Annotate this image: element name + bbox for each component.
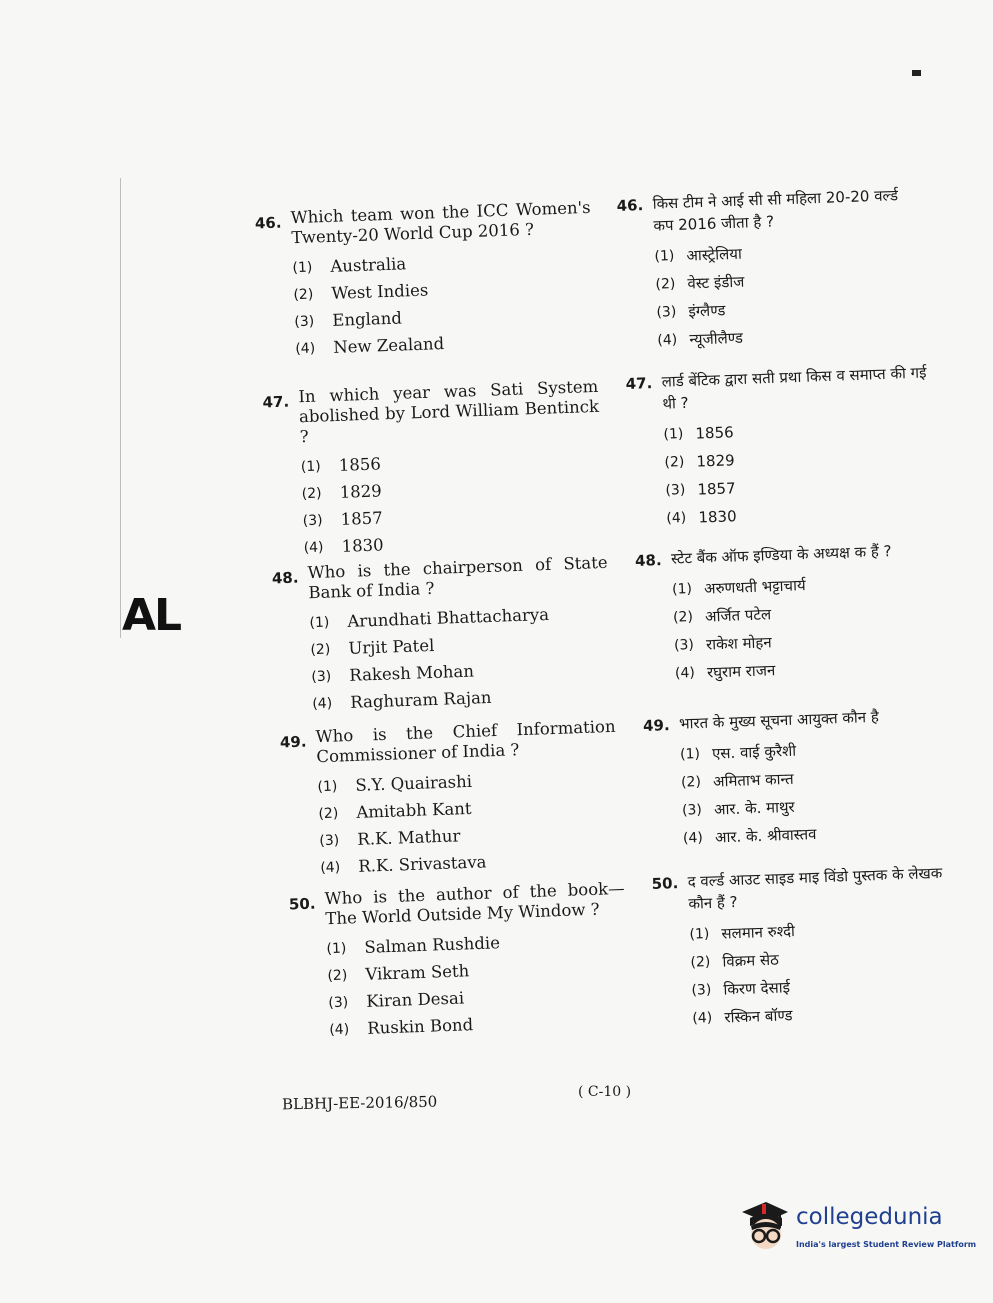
corner-mark <box>912 70 921 76</box>
question-number: 47. <box>262 392 290 412</box>
margin-rule <box>120 178 121 638</box>
question-50-en <box>288 878 629 1043</box>
option: (2) वेस्ट इंडीज <box>655 272 745 293</box>
question-text: Who is the chairperson of State Bank of India ? <box>307 552 608 603</box>
options-list <box>317 763 621 881</box>
option: (1) 1856 <box>663 423 734 443</box>
question-text: द वर्ल्ड आउट साइड माइ विंडो पुस्तक के लेखक कौन हैं ? <box>687 863 943 913</box>
question-47-en <box>262 376 604 561</box>
option: (3) 1857 <box>665 479 736 499</box>
option: (4) New Zealand <box>295 333 445 357</box>
option: (2) 1829 <box>664 451 735 471</box>
option: (1) एस. वाई कुरैशी <box>679 741 797 763</box>
brand-logo <box>736 1196 977 1266</box>
options-list <box>326 925 630 1043</box>
option: (2) अमिताभ कान्त <box>680 769 794 791</box>
option: (3) किरण देसाई <box>691 978 791 999</box>
question-text: In which year was Sati System abolished by Lord William Bentinck ? <box>298 376 600 447</box>
brand-name: collegedunia <box>796 1204 943 1230</box>
question-text: स्टेट बैंक ऑफ इण्डिया के अध्यक्ष क हैं ? <box>670 542 892 568</box>
options-list <box>309 599 613 717</box>
option: (4) न्यूजीलैण्ड <box>657 328 744 349</box>
options-list <box>689 911 963 1032</box>
option: (3) राकेश मोहन <box>673 633 772 654</box>
question-number: 48. <box>271 568 299 588</box>
option: (3) इंग्लैण्ड <box>656 301 726 321</box>
question-number: 46. <box>254 213 282 233</box>
question-text: किस टीम ने आई सी सी महिला 20-20 वर्ल्ड कप 2016 जीता है ? <box>652 186 899 235</box>
question-47-hi <box>625 361 936 532</box>
options-list <box>654 233 928 354</box>
question-number: 50. <box>651 874 679 894</box>
option: (3) England <box>294 307 403 330</box>
page-number: ( C-10 ) <box>578 1084 632 1100</box>
brand-tagline: India's largest Student Review Platform <box>796 1240 977 1249</box>
question-49-hi <box>642 703 954 852</box>
question-text: Which team won the ICC Women's Twenty-20 World Cup 2016 ? <box>290 197 591 248</box>
option: (2) Vikram Seth <box>327 960 470 984</box>
option: (2) विक्रम सेठ <box>690 950 780 971</box>
option: (3) आर. के. माथुर <box>681 797 795 819</box>
option: (4) Raghuram Rajan <box>312 687 492 712</box>
side-tag: AL <box>122 590 181 641</box>
option: (1) S.Y. Quairashi <box>317 771 473 795</box>
question-46-en <box>254 197 595 362</box>
option: (4) 1830 <box>303 534 384 556</box>
question-text: Who is the Chief Information Commissioner of India ? <box>315 716 616 767</box>
option: (4) आर. के. श्रीवास्तव <box>682 825 817 847</box>
option: (2) अर्जित पटेल <box>672 605 772 626</box>
options-list <box>680 731 954 852</box>
question-number: 48. <box>634 551 662 570</box>
question-number: 49. <box>642 716 670 735</box>
options-list <box>292 244 596 362</box>
question-text: भारत के मुख्य सूचना आयुक्त कौन है <box>678 707 880 733</box>
option: (1) सलमान रुश्दी <box>689 922 796 943</box>
question-49-en <box>279 716 620 881</box>
option: (4) 1830 <box>666 507 737 527</box>
option: (4) रघुराम राजन <box>674 661 776 682</box>
option: (1) Arundhati Bhattacharya <box>309 604 550 631</box>
option: (1) आस्ट्रेलिया <box>654 244 743 265</box>
option: (3) 1857 <box>302 507 383 529</box>
paper-code: BLBHJ-EE-2016/850 <box>281 1092 438 1114</box>
option: (3) R.K. Mathur <box>319 825 461 849</box>
mascot-icon <box>736 1196 794 1256</box>
option: (2) Urjit Patel <box>310 635 435 658</box>
option: (1) अरुणधती भट्टाचार्य <box>671 576 806 598</box>
options-list <box>300 443 604 561</box>
option: (4) रस्किन बॉण्ड <box>692 1006 793 1027</box>
question-50-hi <box>651 861 962 1032</box>
question-46-hi <box>616 183 927 354</box>
options-list <box>672 566 946 687</box>
question-text: लार्ड बेंटिक द्वारा सती प्रथा किस व समाप्त की गई थी ? <box>661 363 927 413</box>
option: (4) R.K. Srivastava <box>320 851 487 876</box>
option: (1) 1856 <box>300 453 382 475</box>
question-number: 50. <box>288 894 316 914</box>
question-number: 49. <box>279 732 307 752</box>
option: (2) West Indies <box>293 280 429 303</box>
question-48-en <box>271 552 612 717</box>
question-number: 46. <box>616 196 644 216</box>
option: (1) Australia <box>292 253 407 276</box>
option: (3) Rakesh Mohan <box>311 661 475 685</box>
option: (2) Amitabh Kant <box>318 798 472 822</box>
question-text: Who is the author of the book— The World Outside My Window ? <box>324 878 625 929</box>
option: (4) Ruskin Bond <box>329 1014 474 1038</box>
question-48-hi <box>634 538 946 687</box>
option: (3) Kiran Desai <box>328 987 465 1011</box>
options-list <box>663 411 937 532</box>
option: (1) Salman Rushdie <box>326 932 501 957</box>
option: (2) 1829 <box>301 480 383 502</box>
question-number: 47. <box>625 374 653 394</box>
